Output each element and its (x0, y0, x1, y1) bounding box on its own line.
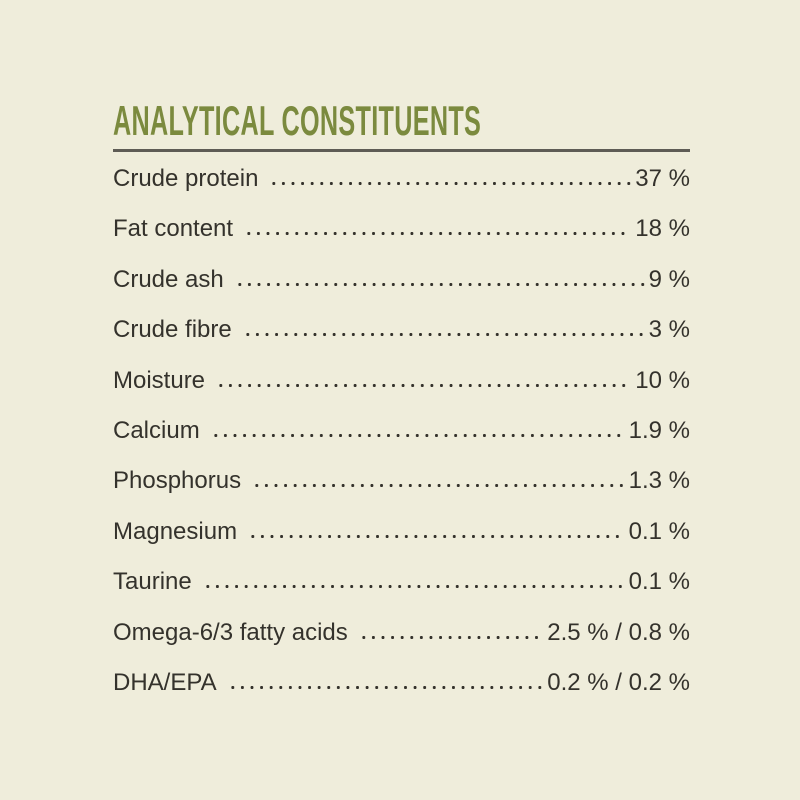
constituent-label: Magnesium (113, 517, 238, 545)
constituent-value: 10 % (635, 366, 690, 394)
dot-leader (241, 332, 645, 337)
table-row (113, 356, 690, 406)
dot-leader (242, 231, 631, 236)
constituent-label: Taurine (113, 568, 192, 596)
dot-leader (357, 635, 543, 640)
table-row (113, 255, 690, 305)
constituent-value: 0.1 % (628, 517, 690, 545)
constituent-label: Omega-6/3 fatty acids (113, 618, 348, 646)
constituent-value: 37 % (635, 165, 690, 192)
constituent-value: 0.2 % / 0.2 % (547, 668, 690, 696)
constituent-label: Phosphorus (113, 467, 242, 495)
dot-leader (201, 584, 625, 589)
constituent-value: 1.3 % (628, 467, 690, 495)
table-row (113, 456, 690, 506)
constituent-label: Crude fibre (113, 316, 232, 344)
constituent-label: Crude protein (113, 165, 259, 192)
table-row (113, 154, 690, 204)
constituent-label: Crude ash (113, 265, 224, 293)
constituent-value: 1.9 % (628, 416, 690, 444)
table-row (113, 406, 690, 456)
constituent-value: 9 % (648, 265, 690, 293)
dot-leader (267, 181, 631, 186)
analytical-constituents-panel (113, 97, 690, 708)
constituent-value: 2.5 % / 0.8 % (547, 618, 690, 646)
dot-leader (226, 685, 544, 690)
constituent-label: Moisture (113, 366, 206, 394)
section-title: ANALYTICAL CONSTITUENTS (113, 97, 482, 144)
constituent-value: 0.1 % (628, 568, 690, 596)
table-row (113, 557, 690, 607)
title-divider (113, 149, 690, 152)
table-row (113, 305, 690, 355)
constituent-label: Calcium (113, 416, 200, 444)
table-row (113, 204, 690, 254)
constituent-label: Fat content (113, 215, 234, 243)
table-row (113, 608, 690, 658)
dot-leader (209, 433, 625, 438)
constituent-value: 18 % (635, 215, 690, 243)
dot-leader (214, 383, 631, 388)
table-row (113, 507, 690, 557)
dot-leader (233, 282, 645, 287)
dot-leader (250, 483, 625, 488)
table-row (113, 658, 690, 708)
constituents-table (113, 154, 690, 708)
constituent-label: DHA/EPA (113, 668, 217, 696)
constituent-value: 3 % (648, 316, 690, 344)
dot-leader (246, 534, 625, 539)
